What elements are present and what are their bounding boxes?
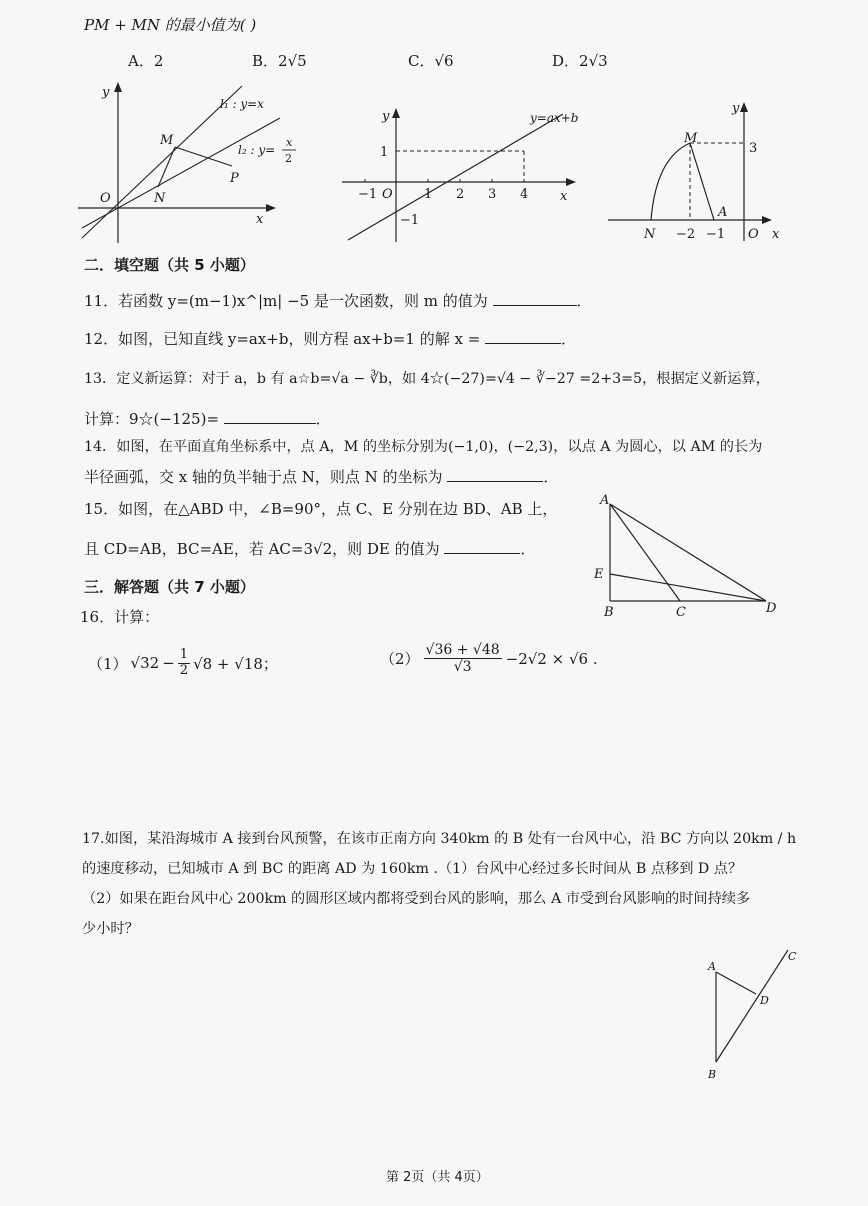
point-p-label: P [230,171,239,186]
expr-term: √32 [130,654,160,673]
x-axis-label: x [772,227,780,242]
q15-line1: 15．如图，在△ABD 中，∠B=90°，点 C、E 分别在边 BD、AB 上， [84,500,558,518]
section-fill-in: 二．填空题（共 5 小题） [84,256,255,274]
y-axis-label: y [732,101,740,116]
point-a-label: A [600,493,610,508]
part-label: （2） [380,650,420,669]
point-d-label: D [760,994,769,1007]
l1-label: l₁ : y=x [220,97,264,111]
point-m-label: M [684,131,698,146]
expr-operator: − [162,654,175,673]
q17-line3: （2）如果在距台风中心 200km 的圆形区域内都将受到台风的影响，那么 A 市受到台风影响的时间持续多 [82,891,751,907]
y-axis-label: y [382,109,390,124]
line-l2 [82,118,280,228]
question-16: 16．计算： [80,608,160,626]
figure-q10 [70,78,310,248]
q14-line1: 14．如图，在平面直角坐标系中，点 A，M 的坐标分别为(−1,0)，(−2,3)，以点 A 为圆心，以 AM 的长为 [84,439,763,455]
l2-frac-num: x [286,136,293,149]
point-b-label: B [604,605,614,620]
answer-blank [224,411,316,424]
line-y-ax-b [348,114,563,240]
origin-label: O [100,191,111,206]
q10-option-a: A．2 [128,52,164,70]
point-a-label: A [708,960,716,973]
x-tick-neg2: −2 [676,227,696,242]
q10-stem: PM + MN 的最小值为( ) [84,16,257,34]
fraction-half [178,648,190,679]
point-n-label: N [154,191,166,206]
q14-text: 半径画弧，交 x 轴的负半轴于点 N，则点 N 的坐标为 [84,468,443,486]
section-solutions: 三．解答题（共 7 小题） [84,578,255,596]
tick-label: 2 [456,187,465,202]
y-tick-3: 3 [749,141,758,156]
tick-label: 4 [520,187,529,202]
figure-q14 [604,96,794,246]
figure-q12 [338,102,588,247]
arc-am [651,143,690,220]
tick-label: −1 [358,187,378,202]
part-label: （1） [88,654,128,673]
point-m-label: M [160,133,174,148]
q10-option-d: D．2√3 [552,52,608,70]
answer-blank [444,541,520,554]
q12-text: 12．如图，已知直线 y=ax+b，则方程 ax+b=1 的解 x = [84,330,481,348]
point-n-label: N [644,227,656,242]
page-footer: 第 2页（共 4页） [386,1170,489,1185]
fraction-expr [424,642,502,675]
expr-term: −2√2 × √6 . [505,649,598,668]
figure-q15 [588,488,788,620]
question-16-part1 [88,648,278,679]
figure-q17 [700,944,810,1084]
fraction-num: 1 [179,647,189,662]
answer-blank [485,331,561,344]
q13-line1: 13．定义新运算：对于 a，b 有 a☆b=√a − ∛b，如 4☆(−27)=√4 − ∛−27 =2+3=5，根据定义新运算， [84,371,770,387]
fraction-den: √3 [453,659,472,676]
point-d-label: D [766,601,777,616]
q17-line4: 少小时？ [82,921,139,937]
q17-line2: 的速度移动，已知城市 A 到 BC 的距离 AD 为 160km .（1）台风中心经过多长时间从 B 点移到 D 点？ [82,861,743,877]
question-15-line2: 且 CD=AB，BC=AE，若 AC=3√2，则 DE 的值为 ． [84,540,536,558]
question-11: 11．若函数 y=(m−1)x^|m| −5 是一次函数，则 m 的值为 ． [84,292,592,310]
tick-label: 3 [488,187,497,202]
answer-blank [447,469,543,482]
q13-text: 计算：9☆(−125)= [84,410,220,428]
l2-label: l₂ : y= [238,143,276,157]
question-14-line2: 半径画弧，交 x 轴的负半轴于点 N，则点 N 的坐标为 ． [84,468,559,486]
answer-blank [493,293,577,306]
point-c-label: C [788,950,797,963]
q17-line1: 17.如图，某沿海城市 A 接到台风预警，在该市正南方向 340km 的 B 处有一台风中心，沿 BC 方向以 20km / h [82,831,797,847]
origin-label: O [382,187,393,202]
origin-label: O [748,227,759,242]
l2-frac-den: 2 [285,152,292,165]
y-tick-neg1: −1 [400,213,420,228]
question-13-line2: 计算：9☆(−125)= ． [84,410,331,428]
question-16-part2 [380,642,598,675]
x-axis-label: x [560,189,568,204]
point-c-label: C [676,605,686,620]
q11-text: 11．若函数 y=(m−1)x^|m| −5 是一次函数，则 m 的值为 [84,292,488,310]
point-a-label: A [718,205,728,220]
y-tick-1: 1 [380,145,389,160]
x-axis-label: x [256,212,264,227]
q10-option-c: C．√6 [408,52,454,70]
fraction-num: √36 + √48 [425,642,500,658]
expr-term: √8 + √18； [193,654,278,673]
line-label: y=ax+b [530,111,579,125]
x-tick-neg1: −1 [706,227,726,242]
q15-text: 且 CD=AB，BC=AE，若 AC=3√2，则 DE 的值为 [84,540,440,558]
point-b-label: B [708,1068,717,1081]
q10-option-b: B．2√5 [252,52,307,70]
fraction-den: 2 [179,662,189,678]
y-axis-label: y [102,85,110,100]
tick-label: 1 [424,187,433,202]
point-e-label: E [594,567,604,582]
question-12: 12．如图，已知直线 y=ax+b，则方程 ax+b=1 的解 x = ． [84,330,577,348]
